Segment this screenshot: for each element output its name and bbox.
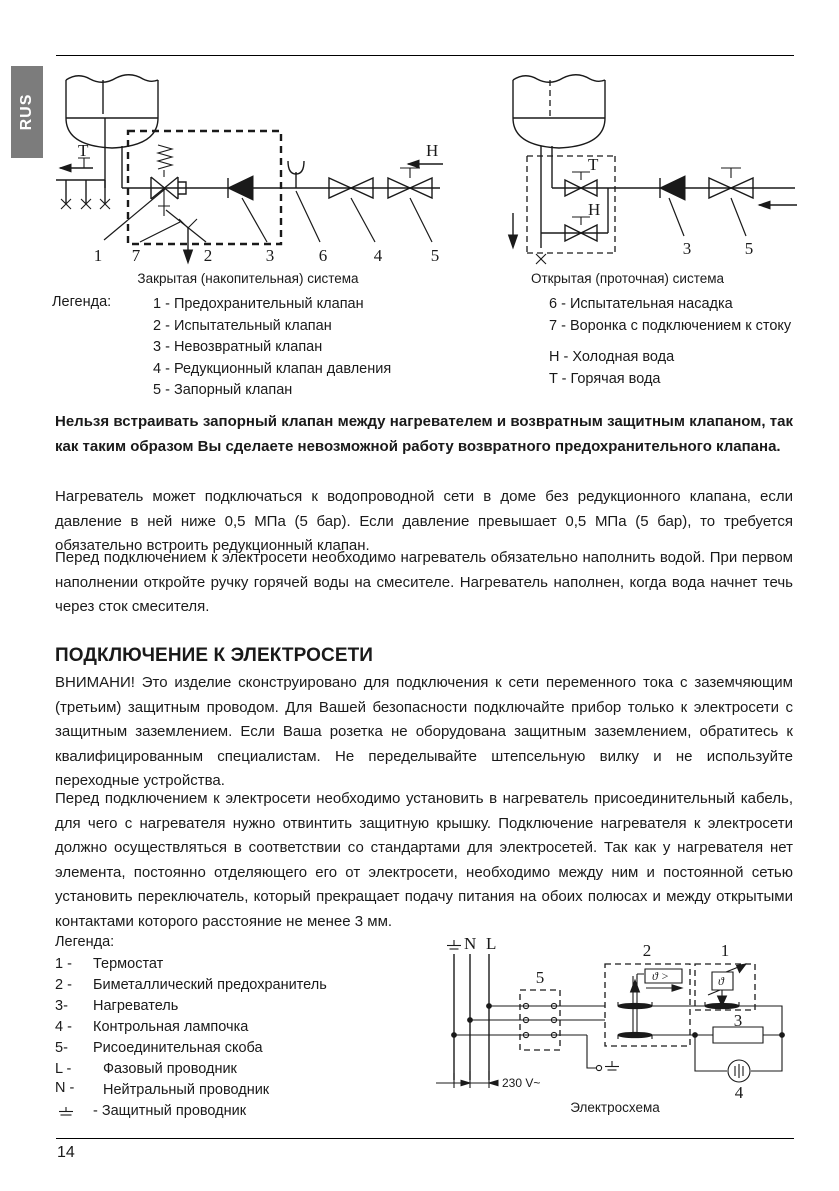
- theta-symbol: ϑ: [718, 974, 724, 988]
- outlet-cross: [536, 254, 546, 264]
- paragraph-mains-warning: ВНИМАНИ! Это изделие сконструировано для подключения к сети переменного тока с заземчяющим (третьим) защитным проводом. Для Вашей безопасности подключайте прибор только к электросети с защитным заземлением. Если Ваша розетка не оборудована защитным заземлением, обратитесь к квалифицированным специалистам. Не переделывайте штепсельную вилку и не используйте переходные устройства.: [55, 674, 793, 789]
- callout-2: 2: [642, 941, 652, 960]
- label-valve-hot: T: [588, 155, 599, 174]
- callout-3: 3: [733, 1011, 743, 1030]
- callout-4: 4: [373, 246, 383, 265]
- header-rule: [56, 55, 794, 56]
- tank-symbol: [513, 75, 605, 148]
- label-hot-port: T: [78, 141, 89, 160]
- legend-item: 1 - Предохранительный клапан: [153, 296, 364, 312]
- callout-1: 1: [93, 246, 103, 265]
- legend-item: 4 - Редукционный клапан давления: [153, 360, 392, 377]
- legend-lower-title-row: [55, 934, 415, 956]
- paragraph-filling: Перед подключением к электросети необходимо нагреватель обязательно наполнить водой. При первом наполнении откройте ручку горячей воды на смесителе. Нагреватель наполнен, когда вода начнет течь через сток смесителя.: [55, 549, 793, 615]
- callout-5: 5: [430, 246, 440, 265]
- label-neutral: N: [464, 934, 477, 953]
- legend-item: 7 - Воронка с подключением к стоку: [549, 317, 792, 334]
- neutral-symbol: N -: [55, 1080, 75, 1096]
- legend-marker: 4 -: [55, 1019, 72, 1035]
- thermostat-symbol: [705, 964, 746, 1009]
- circuit-earth-icon: [605, 1061, 619, 1070]
- callout-3: 3: [265, 246, 275, 265]
- legend-lower-item: [55, 1040, 415, 1061]
- supply-earth-icon: [447, 940, 461, 949]
- legend-item: 5 - Запорный клапан: [153, 382, 293, 399]
- footer-rule: [56, 1138, 794, 1139]
- legend-lower-item-line: [55, 1061, 415, 1082]
- legend-upper-column-left: [153, 294, 391, 402]
- drain-funnel-symbol: [179, 219, 197, 263]
- legend-marker: 1 -: [55, 956, 72, 972]
- bimetal-symbol: [618, 969, 682, 1039]
- legend-item: 6 - Испытательная насадка: [549, 296, 733, 312]
- legend-lower: [55, 934, 415, 1124]
- language-tab-rus: [11, 66, 43, 158]
- diagram-closed-system: [48, 58, 448, 273]
- legend-text: Фазовый проводник: [103, 1061, 237, 1077]
- legend-item: 3 - Невозвратный клапан: [153, 339, 323, 356]
- label-voltage: 230 V~: [502, 1076, 541, 1090]
- legend-lower-item: [55, 956, 415, 977]
- check-valve-symbol: [660, 176, 685, 200]
- legend-text: Контрольная лампочка: [93, 1019, 249, 1035]
- legend-spacer: [549, 337, 791, 347]
- caption-closed-system: Закрытая (накопительная) система: [137, 271, 359, 286]
- diagram-wiring: [430, 928, 800, 1113]
- tank-symbol: [66, 75, 158, 148]
- legend-lower-item-neutral: [55, 1082, 415, 1103]
- theta-over-symbol: ϑ >: [652, 969, 669, 983]
- paragraph-pressure: Нагреватель может подключаться к водопроводной сети в доме без редукционного клапана, если давление в ней ниже 0,5 МПа (5 бар). Если давление превышает 0,5 МПа (5 бар), то требуется обязательно встроить редукционный клапан.: [55, 488, 793, 554]
- indicator-lamp-symbol: [695, 1035, 782, 1082]
- legend-upper-title: Легенда:: [52, 294, 112, 310]
- paragraph-warning: Нельзя встраивать запорный клапан между нагревателем и возвратным защитным клапаном, так как таким образом Вы сделаете невозможной работу возвратного предохранительного клапана.: [55, 413, 793, 455]
- legend-lower-item: [55, 998, 415, 1019]
- legend-marker-line: L -: [55, 1061, 72, 1077]
- language-tab-label: RUS: [18, 93, 35, 131]
- label-line: L: [486, 934, 497, 953]
- earth-ground-icon: [57, 1107, 75, 1120]
- check-valve-symbol: [228, 176, 253, 200]
- test-nozzle-symbol: [288, 161, 304, 188]
- legend-marker: 3-: [55, 998, 68, 1014]
- callout-5: 5: [744, 239, 754, 258]
- callout-7: 7: [131, 246, 141, 265]
- callout-2: 2: [203, 246, 213, 265]
- legend-marker: 5-: [55, 1040, 68, 1056]
- callout-5: 5: [535, 968, 545, 987]
- label-valve-cold: H: [588, 200, 601, 219]
- legend-lower-item: [55, 1019, 415, 1040]
- callout-1: 1: [720, 941, 730, 960]
- callout-leaders: [669, 198, 746, 236]
- safety-valve-symbol: [151, 145, 186, 199]
- legend-text: - Защитный проводник: [93, 1103, 247, 1119]
- legend-item-hot-water: T - Горячая вода: [549, 370, 661, 387]
- legend-text: Термостат: [93, 956, 164, 972]
- legend-marker: 2 -: [55, 977, 72, 993]
- caption-wiring: Электросхема: [570, 1100, 660, 1115]
- paragraph-mains-install: Перед подключением к электросети необходимо установить в нагреватель присоединительный кабель, для чего с нагревателя нужно отвинтить защитную крышку. Подключение нагревателя к электросети должно осуществляться в соответствии со стандартами для электросетей. Так как у нагревателя нет элемента, постоянно отделяющего его от электросети, необходимо между ним и постоянной сетью установить переключатель, который прекращает подачу питания на обоих полюсах и между открытыми контактами которого расстояние не менее 3 мм.: [55, 790, 793, 930]
- callout-6: 6: [318, 246, 328, 265]
- callout-4: 4: [734, 1083, 744, 1102]
- legend-text: Нагреватель: [93, 998, 179, 1014]
- legend-lower-title: Легенда:: [55, 934, 115, 950]
- legend-item: 2 - Испытательный клапан: [153, 317, 332, 334]
- legend-text: Биметаллический предохранитель: [93, 977, 327, 993]
- legend-lower-item-earth: [55, 1103, 415, 1124]
- section-heading-mains: ПОДКЛЮЧЕНИЕ К ЭЛЕКТРОСЕТИ: [55, 645, 374, 666]
- label-cold-port: H: [426, 141, 439, 160]
- page-number: 14: [57, 1144, 75, 1161]
- voltage-dimension: [436, 1071, 498, 1088]
- legend-upper-column-right: [549, 294, 791, 390]
- mixer-valve-hot: [552, 172, 608, 196]
- legend-text: Рисоединительная скоба: [93, 1040, 263, 1056]
- legend-lower-item: [55, 977, 415, 998]
- legend-text: Нейтральный проводник: [103, 1082, 270, 1098]
- terminal-block-contacts: [454, 1003, 605, 1037]
- shutoff-valve-symbol: [388, 168, 432, 198]
- caption-open-system: Открытая (проточная) система: [530, 271, 725, 286]
- callout-3: 3: [682, 239, 692, 258]
- mixer-valve-cold: [541, 217, 608, 241]
- shutoff-valve-symbol: [709, 168, 753, 198]
- diagram-open-system: [455, 58, 800, 273]
- legend-item-cold-water: H - Холодная вода: [549, 349, 675, 366]
